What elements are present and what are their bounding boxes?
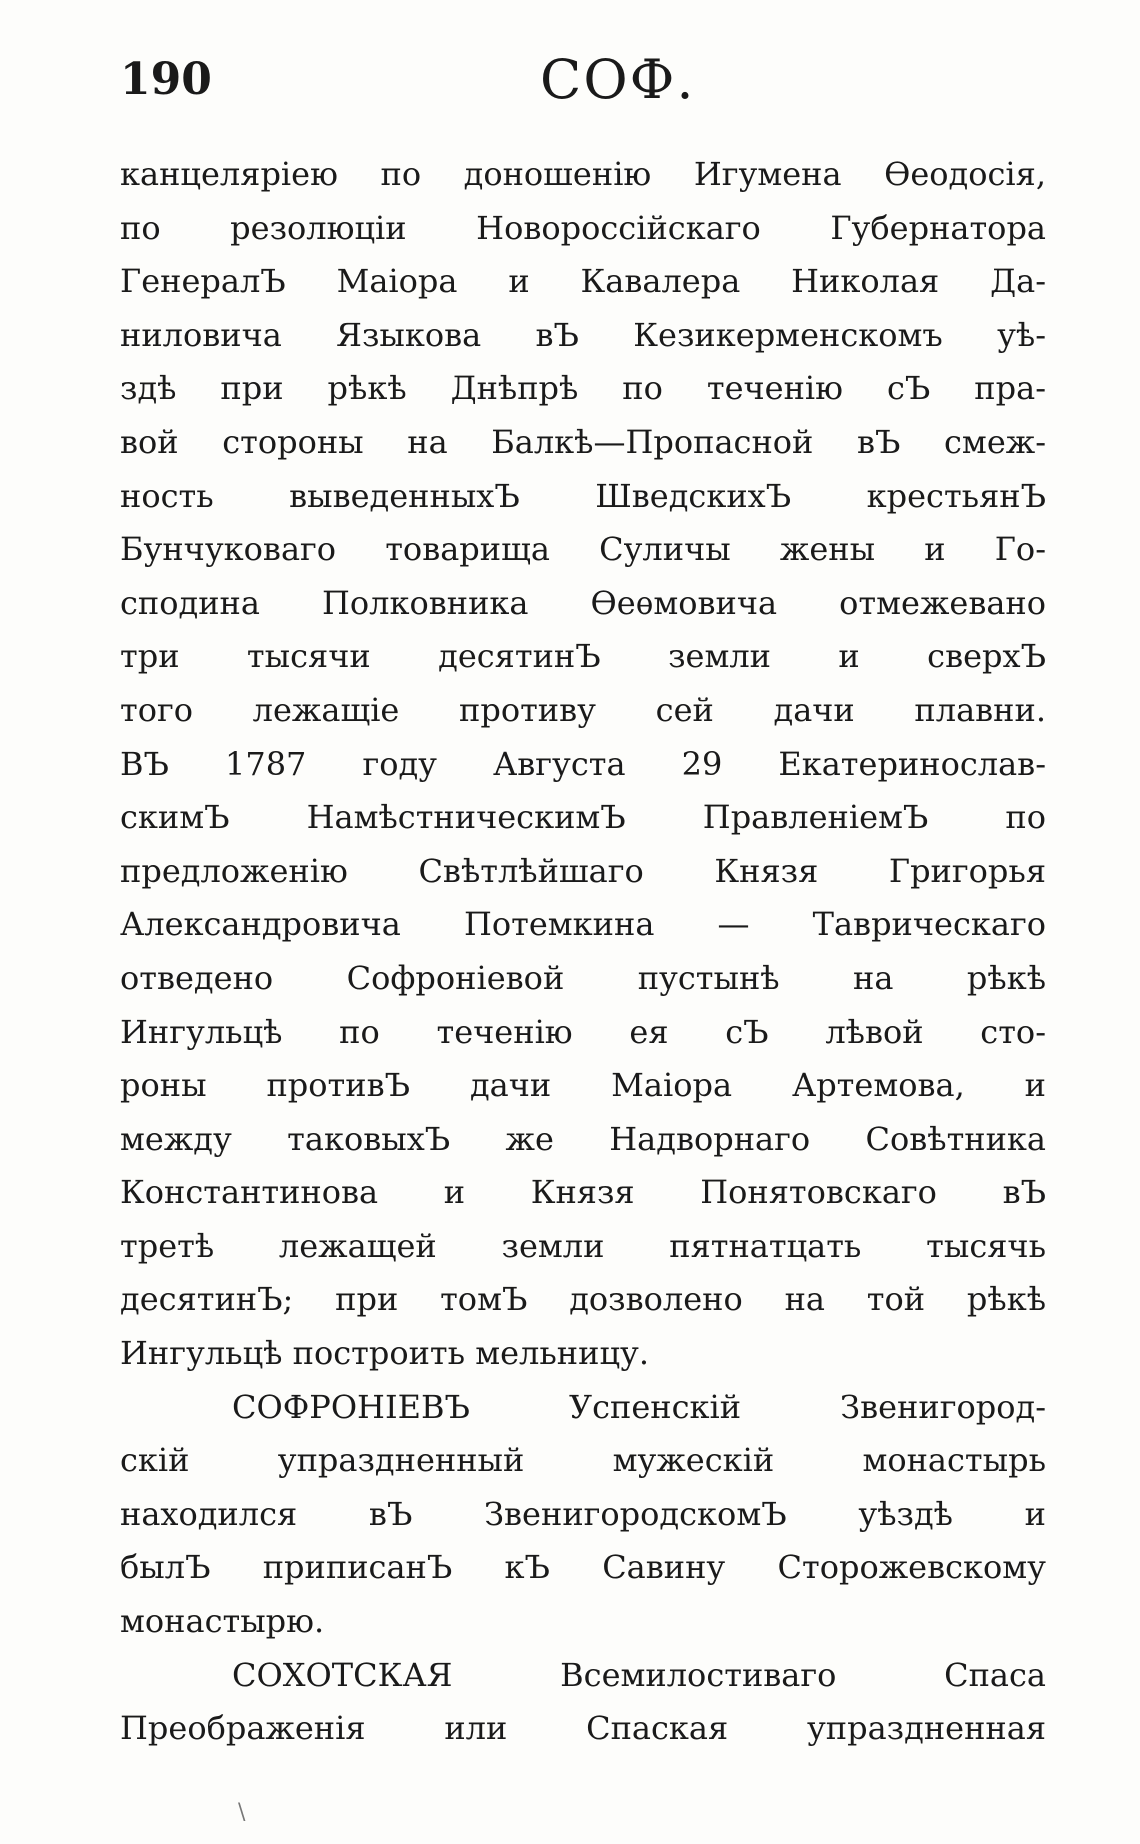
text-line: канцеляріею по доношенію Игумена Ѳеодосія,: [120, 155, 1046, 193]
text-line: Преображенія или Спаская упраздненная: [120, 1709, 1046, 1748]
text-line: третѣ лежащей земли пятнатцать тысячь: [120, 1226, 1046, 1265]
print-mark: \: [238, 1800, 246, 1825]
text-line: ниловича Языкова вЪ Кезикерменскомъ уѣ-: [120, 315, 1046, 354]
text-line: находился вЪ ЗвенигородскомЪ уѣздѣ и: [120, 1494, 1046, 1533]
text-line: между таковыхЪ же Надворнаго Совѣтника: [120, 1119, 1046, 1158]
text-line: скій упраздненный мужескій монастырь: [120, 1441, 1046, 1480]
entry-heading-line: СОФРОНІЕВЪ Успенскій Звенигород-: [232, 1387, 1046, 1426]
text-line: Александровича Потемкина — Таврическаго: [120, 905, 1046, 944]
text-line: десятинЪ; при томЪ дозволено на той рѣкѣ: [120, 1280, 1046, 1319]
running-head: СОФ.: [540, 48, 696, 111]
text-line: здѣ при рѣкѣ Днѣпрѣ по теченію сЪ пра-: [120, 369, 1046, 408]
text-line: былЪ приписанЪ кЪ Савину Сторожевскому: [120, 1548, 1046, 1587]
text-line: Константинова и Князя Понятовскаго вЪ: [120, 1173, 1046, 1212]
text-line: роны противЪ дачи Маіора Артемова, и: [120, 1066, 1046, 1105]
entry-heading-line: СОХОТСКАЯ Всемилостиваго Спаса: [232, 1655, 1046, 1694]
text-line: предложенію Свѣтлѣйшаго Князя Григорья: [120, 851, 1046, 890]
text-line: ность выведенныхЪ ШведскихЪ крестьянЪ: [120, 476, 1046, 515]
text-line: три тысячи десятинЪ земли и сверхЪ: [120, 637, 1046, 676]
text-line: того лежащіе противу сей дачи плавни.: [120, 690, 1046, 729]
text-line: сподина Полковника Ѳеѳмовича отмежевано: [120, 583, 1046, 622]
text-line: по резолюціи Новороссійскаго Губернатора: [120, 208, 1046, 247]
page-header: [120, 48, 1040, 118]
text-line: скимЪ НамѣстническимЪ ПравленіемЪ по: [120, 798, 1046, 837]
text-line: монастырю.: [120, 1602, 325, 1641]
text-line: ГенералЪ Маіора и Кавалера Николая Да-: [120, 262, 1046, 301]
text-line: Ингульцѣ построить мельницу.: [120, 1334, 650, 1373]
body-text: [120, 148, 1046, 1756]
text-line: Ингульцѣ по теченію ея сЪ лѣвой сто-: [120, 1012, 1046, 1051]
text-line: ВЪ 1787 году Августа 29 Екатеринослав-: [120, 744, 1046, 783]
text-line: Бунчуковаго товарища Суличы жены и Го-: [120, 530, 1046, 569]
text-line: отведено Софроніевой пустынѣ на рѣкѣ: [120, 958, 1046, 997]
text-line: вой стороны на Балкѣ—Пропасной вЪ смеж-: [120, 422, 1046, 461]
page-number: 190: [120, 54, 212, 105]
